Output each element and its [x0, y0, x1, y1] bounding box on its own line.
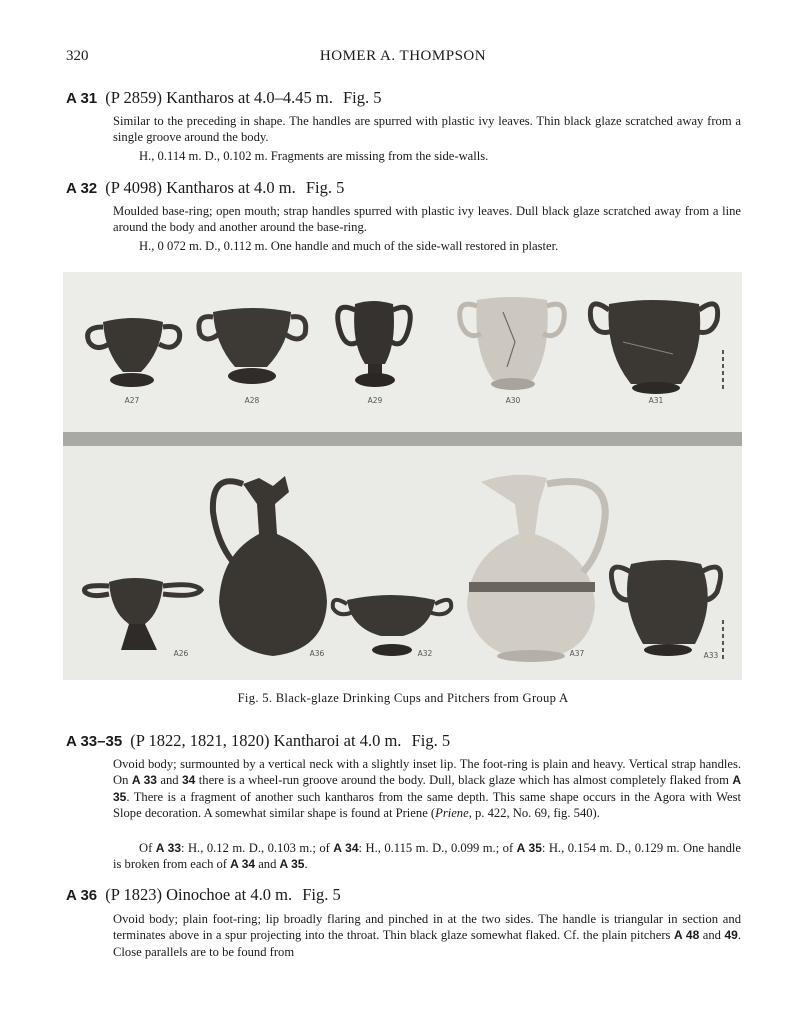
entry-description: Ovoid body; plain foot-ring; lip broadly flaring and pinched in at the two sides. The handle is triangular in section and terminates above in a spur projecting into the throat. Thin black glaze somewhat flaked. Cf. the plain pitchers A 48 and 49. Close parallels are to be found from: [113, 912, 742, 959]
figure-label: A28: [244, 396, 260, 405]
figure-caption: Fig. 5. Black-glaze Drinking Cups and Pitchers from Group A: [237, 691, 569, 705]
entry-heading: [66, 731, 450, 751]
figure-label: A31: [648, 396, 664, 405]
figure-label: A36: [309, 649, 325, 658]
entry-title: (P 2859) Kantharos at 4.0–4.45 m.: [105, 88, 333, 107]
figure-label: A33: [703, 651, 719, 660]
entry-heading: [66, 88, 382, 108]
entry-number: A 32: [66, 180, 98, 197]
figure-label: A29: [367, 396, 383, 405]
entry-heading: [66, 885, 341, 905]
entry-title: (P 1823) Oinochoe at 4.0 m.: [105, 885, 293, 904]
entry-number: A 31: [66, 90, 98, 107]
figure-reference: Fig. 5: [302, 885, 341, 904]
figure-label: A26: [173, 649, 189, 658]
entry-number: A 36: [66, 887, 98, 904]
figure-label: A30: [505, 396, 521, 405]
figure-reference: Fig. 5: [411, 731, 451, 750]
entry-title: (P 1822, 1821, 1820) Kantharoi at 4.0 m.: [130, 731, 402, 750]
entry-description: [113, 113, 741, 146]
description-text: Similar to the preceding in shape. The handles are spurred with plastic ivy leaves. Thin black glaze scratched away from a single groove around the body.: [113, 114, 741, 145]
figure-label: A32: [417, 649, 433, 658]
entry-description: Moulded base-ring; open mouth; strap handles spurred with plastic ivy leaves. Dull black glaze scratched away from a line around the body and another around the base-ring.: [113, 204, 741, 235]
figure-reference: Fig. 5: [305, 178, 345, 197]
running-title: HOMER A. THOMPSON: [319, 48, 487, 64]
entry-description: Ovoid body; surmounted by a vertical neck with a slightly inset lip. The foot-ring is plain and heavy. Vertical strap handles. On A 33 and 34 there is a wheel-run groove around the body. Dull, black glaze which has almost completely flaked from A 35. There is a fragment of another such kantharos from the same depth. This same shape occurs in the Agora with West Slope decoration. A somewhat similar shape is found at Priene (Priene, p. 422, No. 69, fig. 540).: [113, 757, 741, 821]
figure-label: A27: [124, 396, 140, 405]
entry-heading: [66, 178, 344, 198]
page-number: 320: [66, 48, 89, 64]
figure-reference: Fig. 5: [343, 88, 382, 107]
entry-measurements: H., 0 072 m. D., 0.112 m. One handle and much of the side-wall restored in plaster.: [139, 239, 559, 253]
entry-number: A 33–35: [66, 733, 123, 750]
figure-label: A37: [569, 649, 585, 658]
entry-measurements: Of A 33: H., 0.12 m. D., 0.103 m.; of A 34: H., 0.115 m. D., 0.099 m.; of A 35: H., 0.154 m. D., 0.129 m. One handle is broken from each of A 34 and A 35.: [113, 841, 742, 872]
figure-plate: [63, 272, 742, 680]
entry-measurements: H., 0.114 m. D., 0.102 m. Fragments are missing from the side-walls.: [139, 149, 489, 163]
entry-title: (P 4098) Kantharos at 4.0 m.: [105, 178, 296, 197]
